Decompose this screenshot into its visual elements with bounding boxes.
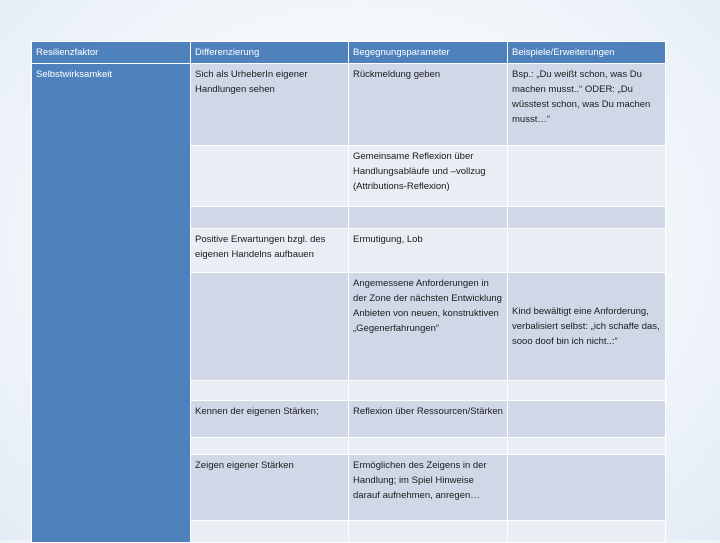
diff-cell — [191, 521, 349, 543]
diff-cell — [191, 207, 349, 229]
param-cell: Ermöglichen des Zeigens in der Handlung; im Spiel Hinweise darauf aufnehmen, anregen… — [349, 455, 508, 521]
param-text-2: Anbieten von neuen, konstruktiven „Gegenerfahrungen“ — [353, 308, 499, 334]
example-cell: Kind bewältigt eine Anforderung, verbalisiert selbst: „ich schaffe das, sooo doof bin ich nicht..:“ — [508, 273, 666, 381]
param-cell — [349, 438, 508, 455]
example-cell — [508, 381, 666, 401]
resilience-table — [31, 41, 666, 543]
example-cell — [508, 455, 666, 521]
example-cell — [508, 229, 666, 273]
header-beispiele: Beispiele/Erweiterungen — [508, 42, 666, 64]
example-cell: Bsp.: „Du weißt schon, was Du machen musst..“ ODER: „Du wüsstest schon, was Du machen musst…“ — [508, 64, 666, 146]
table-row — [32, 64, 666, 146]
diff-cell: Positive Erwartungen bzgl. des eigenen Handelns aufbauen — [191, 229, 349, 273]
table-header-row — [32, 42, 666, 64]
example-cell — [508, 438, 666, 455]
param-cell: Rückmeldung geben — [349, 64, 508, 146]
header-differenzierung: Differenzierung — [191, 42, 349, 64]
diff-cell: Zeigen eigener Stärken — [191, 455, 349, 521]
param-cell — [349, 381, 508, 401]
param-cell: Gemeinsame Reflexion über Handlungsabläufe und –vollzug (Attributions-Reflexion) — [349, 146, 508, 207]
example-cell — [508, 207, 666, 229]
example-cell — [508, 146, 666, 207]
param-cell — [349, 273, 508, 381]
diff-cell — [191, 381, 349, 401]
example-cell — [508, 521, 666, 543]
diff-cell — [191, 438, 349, 455]
header-begegnungsparameter: Begegnungsparameter — [349, 42, 508, 64]
diff-cell — [191, 146, 349, 207]
param-cell — [349, 207, 508, 229]
example-cell — [508, 401, 666, 438]
header-resilienzfaktor: Resilienzfaktor — [32, 42, 191, 64]
param-text: Angemessene Anforderungen in der Zone der nächsten Entwicklung — [353, 278, 502, 304]
param-cell: Ermutigung, Lob — [349, 229, 508, 273]
param-cell: Reflexion über Ressourcen/Stärken — [349, 401, 508, 438]
diff-cell: Kennen der eigenen Stärken; — [191, 401, 349, 438]
param-cell — [349, 521, 508, 543]
diff-cell — [191, 273, 349, 381]
diff-cell: Sich als UrheberIn eigener Handlungen sehen — [191, 64, 349, 146]
factor-cell: Selbstwirksamkeit — [32, 64, 191, 543]
